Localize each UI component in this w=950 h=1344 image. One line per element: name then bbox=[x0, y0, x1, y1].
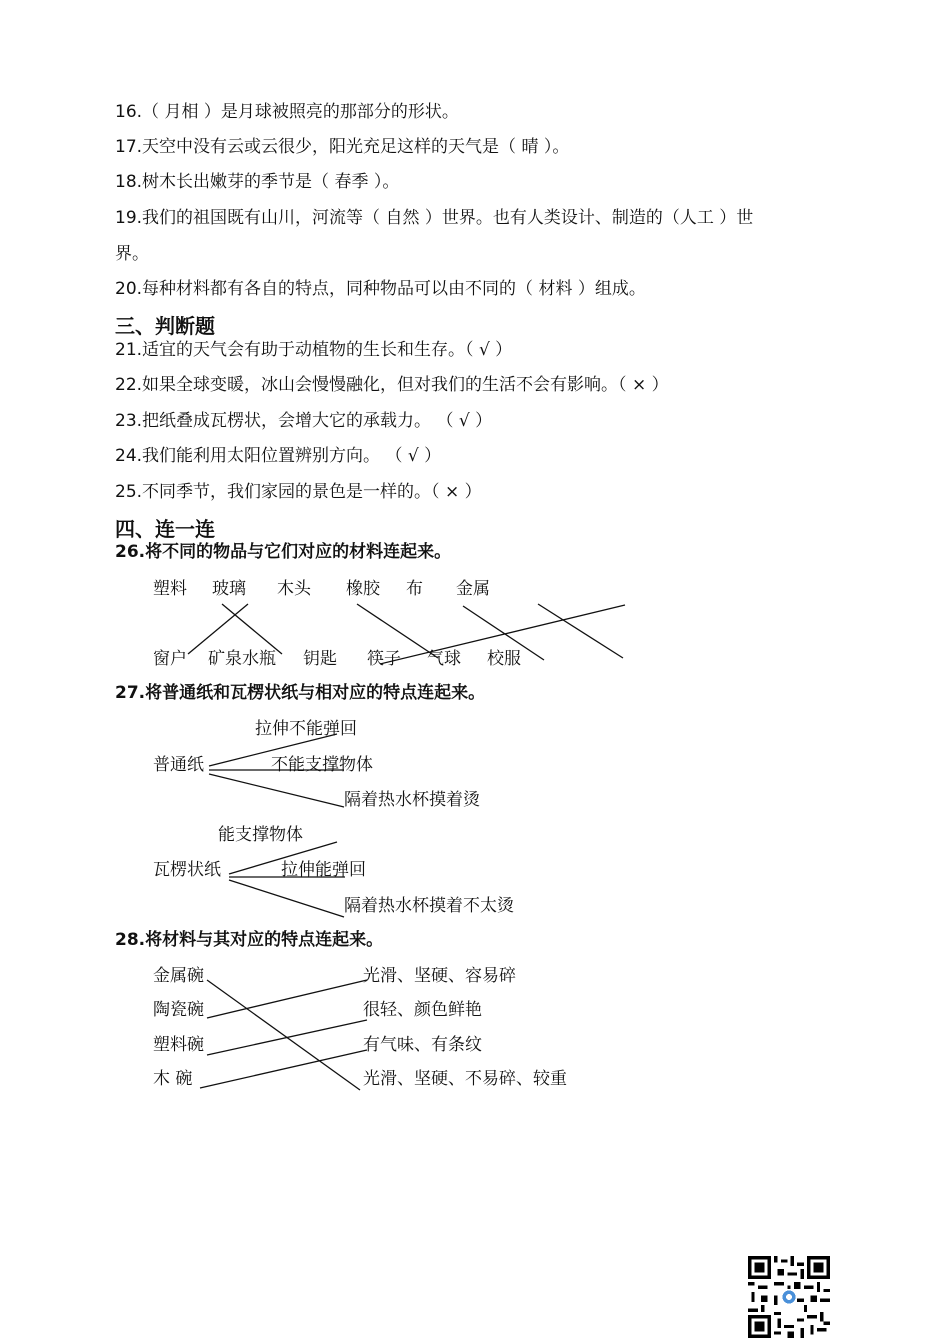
match-line bbox=[538, 604, 623, 658]
question-text: 将普通纸和瓦楞状纸与相对应的特点连起来。 bbox=[145, 683, 486, 703]
question-number: 27. bbox=[115, 683, 146, 703]
question-text: （ 月相 ）是月球被照亮的那部分的形状。 bbox=[142, 102, 459, 122]
property-label: 拉伸能弹回 bbox=[281, 860, 366, 880]
object-label: 窗户 bbox=[153, 649, 187, 669]
property-label: 拉伸不能弹回 bbox=[255, 719, 357, 739]
section-title-matching: 四、连一连 bbox=[115, 517, 215, 541]
qr-code-image bbox=[748, 1256, 830, 1338]
question-text: 将材料与其对应的特点连起来。 bbox=[145, 930, 384, 950]
match-line bbox=[357, 604, 438, 658]
match-line bbox=[229, 880, 344, 917]
match-line bbox=[188, 604, 248, 654]
question-text: 树木长出嫩芽的季节是（ 春季 ）。 bbox=[142, 172, 400, 192]
question-text: 把纸叠成瓦楞状，会增大它的承载力。 （ √ ） bbox=[142, 411, 493, 431]
material-label: 橡胶 bbox=[346, 579, 380, 599]
material-label: 木头 bbox=[277, 579, 311, 599]
question-text: 我们的祖国既有山川，河流等（ 自然 ）世界。也有人类设计、制造的（人工 ）世 bbox=[142, 208, 754, 228]
question-number: 28. bbox=[115, 930, 146, 950]
match-line bbox=[207, 980, 360, 1090]
match-line bbox=[207, 1020, 367, 1055]
property-label: 光滑、坚硬、容易碎 bbox=[363, 966, 516, 986]
match-line bbox=[209, 734, 337, 766]
object-label: 钥匙 bbox=[303, 649, 337, 669]
question-number: 16. bbox=[115, 102, 143, 122]
material-label: 塑料 bbox=[153, 579, 187, 599]
object-label: 校服 bbox=[487, 649, 521, 669]
object-label: 筷子 bbox=[367, 649, 401, 669]
match-line bbox=[229, 842, 337, 874]
question-number: 17. bbox=[115, 137, 143, 157]
match-line bbox=[463, 606, 544, 660]
object-label: 气球 bbox=[427, 649, 461, 669]
property-label: 光滑、坚硬、不易碎、较重 bbox=[363, 1069, 567, 1089]
match-line bbox=[380, 605, 625, 664]
match-line bbox=[222, 604, 282, 654]
bowl-label: 陶瓷碗 bbox=[153, 1000, 204, 1020]
bowl-label: 木 碗 bbox=[153, 1069, 193, 1089]
question-number: 24. bbox=[115, 446, 143, 466]
question-text: 界。 bbox=[115, 244, 149, 264]
question-number: 22. bbox=[115, 375, 143, 395]
question-text: 每种材料都有各自的特点，同种物品可以由不同的（ 材料 ）组成。 bbox=[142, 279, 646, 299]
question-text: 不同季节，我们家园的景色是一样的。（ × ） bbox=[142, 482, 482, 502]
question-number: 18. bbox=[115, 172, 143, 192]
question-text: 我们能利用太阳位置辨别方向。 （ √ ） bbox=[142, 446, 442, 466]
question-text: 天空中没有云或云很少，阳光充足这样的天气是（ 晴 ）。 bbox=[142, 137, 570, 157]
question-number: 21. bbox=[115, 340, 143, 360]
material-label: 玻璃 bbox=[212, 579, 246, 599]
object-label: 矿泉水瓶 bbox=[208, 649, 276, 669]
question-number: 19. bbox=[115, 208, 143, 228]
section-title-judge: 三、判断题 bbox=[115, 314, 215, 338]
match-line bbox=[209, 774, 344, 807]
paper-label: 普通纸 bbox=[153, 755, 204, 775]
property-label: 不能支撑物体 bbox=[271, 755, 373, 775]
property-label: 有气味、有条纹 bbox=[363, 1035, 482, 1055]
question-text: 适宜的天气会有助于动植物的生长和生存。（ √ ） bbox=[142, 340, 513, 360]
bowl-label: 金属碗 bbox=[153, 966, 204, 986]
question-text: 将不同的物品与它们对应的材料连起来。 bbox=[145, 542, 452, 562]
question-number: 25. bbox=[115, 482, 143, 502]
paper-label: 瓦楞状纸 bbox=[153, 860, 221, 880]
question-number: 20. bbox=[115, 279, 143, 299]
property-label: 隔着热水杯摸着不太烫 bbox=[344, 896, 514, 916]
question-text: 如果全球变暖，冰山会慢慢融化，但对我们的生活不会有影响。（ × ） bbox=[142, 375, 669, 395]
bowl-label: 塑料碗 bbox=[153, 1035, 204, 1055]
property-label: 隔着热水杯摸着烫 bbox=[344, 790, 480, 810]
material-label: 金属 bbox=[456, 579, 490, 599]
material-label: 布 bbox=[406, 579, 423, 599]
question-number: 23. bbox=[115, 411, 143, 431]
property-label: 能支撑物体 bbox=[218, 825, 303, 845]
question-number: 26. bbox=[115, 542, 146, 562]
property-label: 很轻、颜色鲜艳 bbox=[363, 1000, 482, 1020]
match-line bbox=[207, 980, 367, 1018]
match-line bbox=[200, 1050, 367, 1088]
